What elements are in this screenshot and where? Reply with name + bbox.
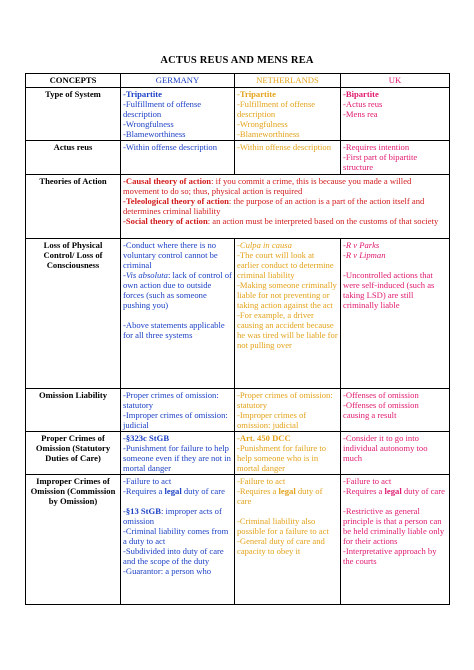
cell-line: -First part of bipartite structure: [343, 152, 418, 172]
theories-cell: [121, 175, 450, 239]
cell-line: -Criminal liability comes from a duty to act: [123, 526, 229, 546]
header-uk: UK: [341, 74, 450, 88]
cell-line: -General duty of care and capacity to obey it: [237, 536, 325, 556]
cell-line: -Conduct where there is no voluntary control cannot be criminal: [123, 240, 218, 270]
teleological-theory-text: : the purpose of an action is a part of the action itself and determines criminal liability: [123, 196, 425, 216]
cell-line: -Proper crimes of omission: statutory: [123, 390, 219, 410]
cell-line: -Punishment for failure to help someone who is in mortal danger: [237, 443, 327, 473]
cell-line: -R v Parks: [343, 240, 380, 250]
spacer: [343, 496, 447, 506]
uk-cell: [341, 88, 450, 141]
netherlands-cell: [235, 141, 341, 175]
cell-line: -Criminal liability also possible for a failure to act: [237, 516, 329, 536]
cell-line: -Consider it to go into individual autonomy too much: [343, 433, 428, 463]
cell-line: -Fulfillment of offense description: [123, 99, 202, 119]
spacer: [123, 496, 232, 506]
row-type-of-system: [26, 88, 450, 141]
row-actus-reus: [26, 141, 450, 175]
uk-cell: [341, 432, 450, 475]
cell-line: -Mens rea: [343, 109, 378, 119]
row-loss-of-control: [26, 239, 450, 389]
row-proper-crimes-of-omission: [26, 432, 450, 475]
cell-line: -Improper crimes of omission: judicial: [237, 410, 307, 430]
text-part: duty of care: [181, 486, 225, 496]
row-omission-liability: [26, 389, 450, 432]
text-emphasis: legal: [278, 486, 296, 496]
cell-line: -Failure to act: [343, 476, 392, 486]
cell-line: -§323c StGB: [123, 433, 170, 443]
germany-cell: [121, 432, 235, 475]
uk-cell: [341, 475, 450, 605]
concept-improper-crimes: Improper Crimes of Omission (Commission by Omission): [26, 475, 121, 605]
header-row: [26, 74, 450, 88]
uk-cell: [341, 239, 450, 389]
netherlands-cell: [235, 389, 341, 432]
cell-line: -Failure to act: [123, 476, 172, 486]
cell-line: -Offenses of omission: [343, 390, 419, 400]
cell-line: [237, 486, 338, 506]
causal-theory-label: -Causal theory of action: [123, 176, 212, 186]
cell-line: -Bipartite: [343, 89, 379, 99]
text-part: -Requires a: [237, 486, 279, 496]
cell-line: -For example, a driver causing an accident because he was tired will be liable for not pulling over: [237, 310, 338, 350]
text-part: duty of care: [401, 486, 445, 496]
cell-line: -Art. 450 DCC: [237, 433, 291, 443]
vis-absoluta-text: : lack of control of own action due to outside forces (such as someone pushing you): [123, 270, 232, 310]
cell-line: -Above statements applicable for all three systems: [123, 320, 225, 340]
cell-line: -Tripartite: [123, 89, 162, 99]
header-netherlands: NETHERLANDS: [235, 74, 341, 88]
netherlands-cell: [235, 475, 341, 605]
cell-line: -Proper crimes of omission: statutory: [237, 390, 333, 410]
text-emphasis: -§13 StGB: [123, 506, 161, 516]
concept-loss-of-control: Loss of Physical Control/ Loss of Consciousness: [26, 239, 121, 389]
cell-line: -Requires intention: [343, 142, 410, 152]
cell-line: -Punishment for failure to help someone even if they are not in mortal danger: [123, 443, 231, 473]
germany-cell: [121, 239, 235, 389]
cell-line: -Culpa in causa: [237, 240, 292, 250]
social-theory-text: : an action must be interpreted based on the customs of that society: [207, 216, 439, 226]
cell-line: -Fulfillment of offense description: [237, 99, 316, 119]
cell-line: -Within offense description: [123, 142, 218, 152]
spacer: [123, 310, 232, 320]
document-title: ACTUS REUS AND MENS REA: [160, 55, 314, 66]
uk-cell: [341, 389, 450, 432]
germany-cell: [121, 389, 235, 432]
vis-absoluta-term: -Vis absoluta: [123, 270, 168, 280]
cell-line: -Guarantor: a person who: [123, 566, 212, 576]
comparison-table: [25, 73, 450, 605]
text-part: : improper acts of omission: [123, 506, 222, 526]
netherlands-cell: [235, 432, 341, 475]
netherlands-cell: [235, 239, 341, 389]
cell-line: -Blameworthiness: [123, 129, 186, 139]
germany-cell: [121, 475, 235, 605]
concept-omission-liability: Omission Liability: [26, 389, 121, 432]
concept-proper-crimes: Proper Crimes of Omission (Statutory Duties of Care): [26, 432, 121, 475]
cell-line: [123, 506, 232, 526]
cell-line: [123, 486, 232, 496]
cell-line: -Making someone criminally liable for not preventing or taking action against the act: [237, 280, 337, 310]
cell-line: -The court will look at earlier conduct to determine criminal liability: [237, 250, 334, 280]
concept-theories-of-action: Theories of Action: [26, 175, 121, 239]
text-emphasis: legal: [164, 486, 182, 496]
cell-line: -Wrongfulness: [123, 119, 174, 129]
row-improper-crimes-of-omission: [26, 475, 450, 605]
causal-theory: [123, 176, 447, 196]
cell-line: -Failure to act: [237, 476, 286, 486]
uk-cell: [341, 141, 450, 175]
cell-line: -Wrongfulness: [237, 119, 288, 129]
cell-line: -Tripartite: [237, 89, 276, 99]
concept-type-of-system: Type of System: [26, 88, 121, 141]
text-part: duty of care: [237, 486, 323, 506]
social-theory-label: -Social theory of action: [123, 216, 208, 226]
netherlands-cell: [235, 88, 341, 141]
germany-cell: [121, 88, 235, 141]
cell-line: -Actus reus: [343, 99, 383, 109]
text-part: -Requires a: [123, 486, 165, 496]
cell-line: -Offenses of omission causing a result: [343, 400, 419, 420]
cell-line: [123, 270, 232, 310]
germany-cell: [121, 141, 235, 175]
cell-line: -Uncontrolled actions that were self-induced (such as taking LSD) are still criminally liable: [343, 270, 435, 310]
cell-line: -R v Lipman: [343, 250, 386, 260]
row-theories-of-action: [26, 175, 450, 239]
text-emphasis: legal: [384, 486, 402, 496]
spacer: [343, 260, 447, 270]
causal-theory-text: : if you commit a crime, this is because you made a willed movement to do so; thus, physical action is required: [123, 176, 412, 196]
text-part: -Requires a: [343, 486, 385, 496]
spacer: [237, 506, 338, 516]
teleological-theory-label: -Teleological theory of action: [123, 196, 229, 206]
cell-line: -Restrictive as general principle is that a person can be held criminally liable only for their actions: [343, 506, 445, 546]
header-germany: GERMANY: [121, 74, 235, 88]
cell-line: -Subdivided into duty of care and the scope of the duty: [123, 546, 224, 566]
cell-line: -Blameworthiness: [237, 129, 300, 139]
cell-line: -Within offense description: [237, 142, 332, 152]
concept-actus-reus: Actus reus: [26, 141, 121, 175]
header-concepts: CONCEPTS: [26, 74, 121, 88]
cell-line: [343, 486, 447, 496]
cell-line: -Improper crimes of omission: judicial: [123, 410, 228, 430]
cell-line: -Interpretative approach by the courts: [343, 546, 437, 566]
teleological-theory: [123, 196, 447, 216]
social-theory: [123, 216, 447, 226]
